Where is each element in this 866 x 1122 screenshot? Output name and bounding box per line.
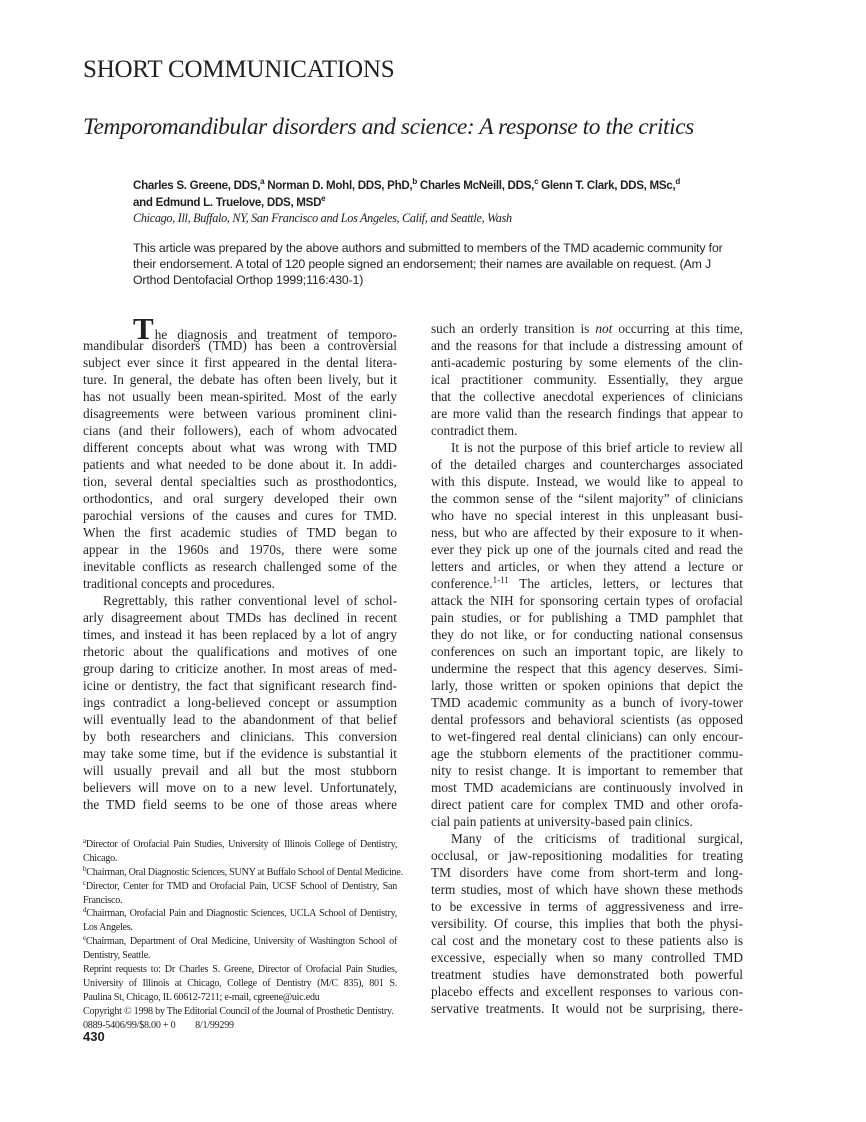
section-heading: SHORT COMMUNICATIONS: [83, 56, 395, 83]
text-line: traditional concepts and procedures.: [83, 576, 275, 591]
text-line: cians (and their followers), each of whom advocated: [83, 423, 397, 438]
footnote-line: Los Angeles.: [83, 922, 133, 934]
text-line: ical practitioner community. Essentially, they argue: [431, 372, 743, 387]
text-line: anti-academic posturing by some elements of the clin-: [431, 355, 743, 370]
text-line: attack the NIH for sponsoring certain types of orofacial: [431, 593, 743, 608]
footnote-line: [83, 838, 397, 852]
footnote-line: Chicago.: [83, 852, 118, 864]
footnote-line: [83, 907, 397, 921]
text-line: servative treatments. It would not be surprising, there-: [431, 1001, 743, 1016]
paragraph: [431, 830, 743, 1017]
text-line: term studies, most of which have shown these methods: [431, 882, 743, 897]
body-column-right: [431, 320, 743, 1017]
author-name: Glenn T. Clark, DDS, MSc,: [538, 179, 676, 192]
text-line: icine or dentistry, the fact that significant research find-: [83, 678, 397, 693]
text-line: will eventually lead to the abandonment of that belief: [83, 712, 397, 727]
text-line: has not usually been mean-spirited. Most of the early: [83, 389, 397, 404]
text-run: Chairman, Orofacial Pain and Diagnostic Sciences, UCLA School of Dentistry,: [86, 908, 397, 920]
text-line: Regrettably, this rather conventional level of schol-: [103, 593, 397, 608]
author-name: Norman D. Mohl, DDS, PhD,: [264, 179, 413, 192]
text-line: conferences on such an important topic, are likely to: [431, 644, 743, 659]
footnote-line: [83, 935, 397, 949]
text-line: ness, but who are affected by their exposure to it when-: [431, 525, 743, 540]
footnote: [83, 935, 397, 963]
text-line: different concepts about what was wrong with TMD: [83, 440, 397, 455]
text-line: believers will move on to a new level. Unfortunately,: [83, 780, 397, 795]
text-line: the common sense of the “silent majority” of clinicians: [431, 491, 743, 506]
text-line: [431, 575, 743, 592]
footnote-line: Reprint requests to: Dr Charles S. Greene, Director of Orofacial Pain Studies,: [83, 964, 397, 976]
author-name: Charles S. Greene, DDS,: [133, 179, 261, 192]
text-line: with this dispute. Instead, we would like to appeal to: [431, 474, 743, 489]
footnote: [83, 1005, 397, 1019]
affiliation-marker: b: [412, 177, 417, 186]
text-line: dental professors and behavioral scientists (as opposed: [431, 712, 743, 727]
text-line: pain studies, or for publishing a TMD pamphlet that: [431, 610, 743, 625]
text-line: occlusal, or jaw-repositioning modalities for treating: [431, 848, 743, 863]
text-line: disagreements were between various prominent clini-: [83, 406, 397, 421]
text-line: orthodontics, and oral surgery developed their own: [83, 491, 397, 506]
text-run: such an orderly transition is: [431, 321, 596, 336]
text-line: ture. In general, the debate has often been lively, but it: [83, 372, 397, 387]
affiliation-marker: c: [83, 878, 86, 887]
text-line: TMD academic community as a bunch of ivory-tower: [431, 695, 743, 710]
text-line: will usually prevail and all but the most stubborn: [83, 763, 397, 778]
footnote-line: Paulina St, Chicago, IL 60612-7211; e-mail, cgreene@uic.edu: [83, 991, 320, 1003]
text-run: conference.: [431, 576, 493, 591]
footnote-line: Francisco.: [83, 894, 123, 906]
text-line: undermine the respect that this agency deserves. Simi-: [431, 661, 743, 676]
text-line: are more valid than the research findings that appear to: [431, 406, 743, 421]
text-line: ings contradict a long-believed concept or assumption: [83, 695, 397, 710]
footnote-line: [83, 880, 397, 894]
text-line: placebo effects and excellent responses to various con-: [431, 984, 743, 999]
text-line: and the reasons for that include a distressing amount of: [431, 338, 743, 353]
text-run: Chairman, Oral Diagnostic Sciences, SUNY at Buffalo School of Dental Medicine.: [86, 866, 403, 878]
text-line: direct patient care for complex TMD and other orofa-: [431, 797, 743, 812]
footnote: [83, 1019, 397, 1033]
text-line: patients and what needed to be done about it. In addi-: [83, 457, 397, 472]
text-run: Chairman, Department of Oral Medicine, University of Washington School of: [85, 936, 397, 948]
footnote: [83, 907, 397, 935]
paragraph: [431, 320, 743, 439]
text-line: Many of the criticisms of traditional surgical,: [451, 831, 743, 846]
text-line: excessive, especially when so many controlled TMD: [431, 950, 743, 965]
footnote-line: [83, 864, 403, 880]
text-line: cial pain patients at university-based pain clinics.: [431, 814, 693, 829]
text-line: may take some time, but if the evidence is substantial it: [83, 746, 397, 761]
text-line: versibility. Of course, this implies that both the physi-: [431, 916, 743, 931]
text-line: mandibular disorders (TMD) has been a controversial: [83, 338, 397, 353]
affiliation-marker: d: [83, 906, 87, 915]
text-line: contradict them.: [431, 423, 518, 438]
text-line: that the collective anecdotal experiences of clinicians: [431, 389, 743, 404]
text-line: When the first academic studies of TMD began to: [83, 525, 397, 540]
citation-ref: 1-11: [492, 575, 509, 585]
abstract: This article was prepared by the above authors and submitted to members of the TMD academic community for their endorsement. A total of 120 people signed an endorsement; their names are available on request. (Am J Orthod Dentofacial Orthop 1999;116:430-1): [133, 241, 723, 288]
text-line: larly, those written or spoken opinions that depict the: [431, 678, 743, 693]
page-number: 430: [83, 1029, 105, 1044]
text-line: group daring to criticize another. In most areas of med-: [83, 661, 397, 676]
text-line: of the detailed charges and countercharges associated: [431, 457, 743, 472]
paragraph: [83, 311, 397, 592]
text-run: occurring at this time,: [612, 321, 743, 336]
text-line: subject ever since it first appeared in the dental litera-: [83, 355, 397, 370]
text-line: nity to resist change. It is important to remember that: [431, 763, 743, 778]
text-line: It is not the purpose of this brief article to review all: [451, 440, 743, 455]
footnote: [83, 963, 397, 1005]
text-line: [431, 320, 743, 337]
author-list: [133, 177, 680, 211]
text-line: TM disorders have come from short-term and long-: [431, 865, 743, 880]
text-line: times, and instead it has been replaced by a lot of angry: [83, 627, 397, 642]
text-line: treatment studies have demonstrated both powerful: [431, 967, 743, 982]
text-line: parochial versions of the causes and cures for TMD.: [83, 508, 397, 523]
footnote-line: Copyright © 1998 by The Editorial Council of the Journal of Prosthetic Dentistry.: [83, 1005, 394, 1017]
text-line: arly disagreement about TMDs has declined in recent: [83, 610, 397, 625]
affiliation-marker: a: [260, 177, 265, 186]
affiliation-marker: c: [534, 177, 539, 186]
footnote: [83, 880, 397, 908]
drop-cap: T: [133, 311, 154, 346]
text-line: who have no special interest in this unpleasant busi-: [431, 508, 743, 523]
affiliation-marker: a: [83, 837, 86, 845]
paragraph: [83, 592, 397, 813]
footnotes: [83, 837, 403, 1032]
author-name: and Edmund L. Truelove, DDS, MSD: [133, 196, 322, 209]
paragraph: [431, 439, 743, 830]
text-run: The articles, letters, or lectures that: [508, 576, 743, 591]
text-line: most TMD academicians are continuously involved in: [431, 780, 743, 795]
text-line: the TMD field seems to be one of those areas where: [83, 797, 397, 812]
article-title: Temporomandibular disorders and science: A response to the critics: [83, 114, 694, 140]
affiliation-marker: e: [83, 934, 86, 943]
text-line: to wet-fingered real dental clinicians) can only encour-: [431, 729, 743, 744]
text-line: rhetoric about the qualifications and motives of one: [83, 644, 397, 659]
text-line: they do not like, or for conducting national consensus: [431, 627, 743, 642]
text-line: letters and articles, or when they attend a lecture or: [431, 559, 743, 574]
text-line: tion, several dental specialties such as prosthodontics,: [83, 474, 397, 489]
footnote: [83, 864, 403, 880]
affiliation-marker: e: [321, 194, 326, 203]
text-line: age the stubborn elements of the practitioner commu-: [431, 746, 743, 761]
footnote-line: 0889-5406/99/$8.00 + 0 8/1/99299: [83, 1019, 234, 1031]
text-line: by both researchers and clinicians. This conversion: [83, 729, 397, 744]
footnote: [83, 838, 397, 866]
body-column-left: [83, 311, 397, 813]
text-line: ever they pick up one of the journals cited and read the: [431, 542, 743, 557]
affiliation-marker: b: [83, 864, 87, 873]
footnote-line: Dentistry, Seattle.: [83, 950, 151, 962]
text-line: to be excessive in terms of aggressiveness and irre-: [431, 899, 743, 914]
text-line: inevitable conflicts as research challenged some of the: [83, 559, 397, 574]
text-run: Director of Orofacial Pain Studies, University of Illinois College of Dentistry,: [85, 839, 397, 850]
text-run: he diagnosis and treatment of temporo-: [154, 327, 397, 342]
affiliation-marker: d: [675, 177, 680, 186]
author-locations: Chicago, Ill, Buffalo, NY, San Francisco and Los Angeles, Calif, and Seattle, Wash: [133, 211, 512, 225]
footnote-line: University of Illinois at Chicago, College of Dentistry (M/C 835), 801 S.: [83, 977, 397, 989]
author-name: Charles McNeill, DDS,: [416, 179, 535, 192]
text-line: cal cost and the monetary cost to these patients also is: [431, 933, 743, 948]
emphasis: not: [595, 321, 613, 336]
text-line: appear in the 1960s and 1970s, there were some: [83, 542, 397, 557]
text-run: Director, Center for TMD and Orofacial Pain, UCSF School of Dentistry, San: [85, 880, 397, 892]
